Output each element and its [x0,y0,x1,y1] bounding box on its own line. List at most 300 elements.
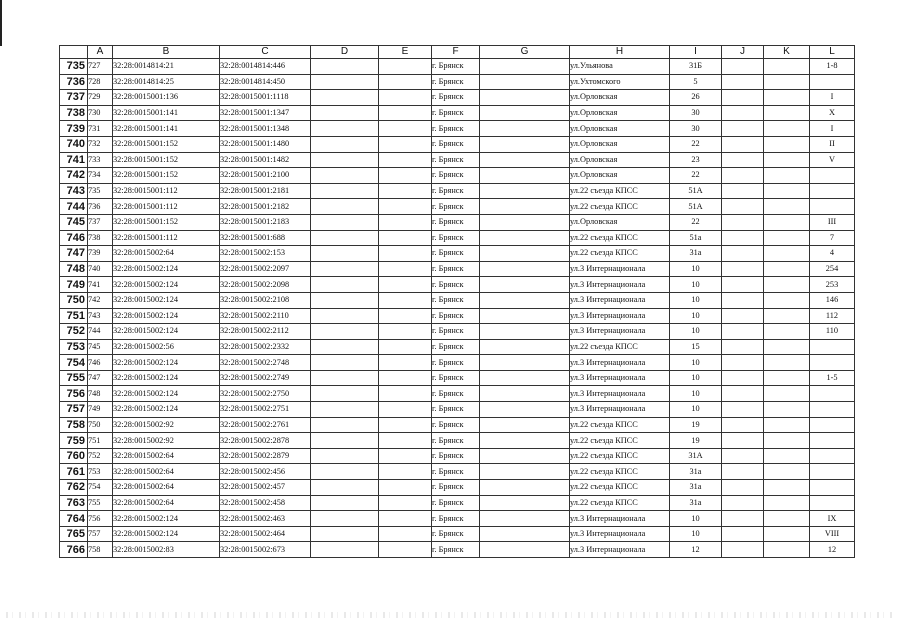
cell-b[interactable]: 32:28:0015002:64 [113,480,220,496]
cell-h[interactable]: ул.3 Интернационала [570,277,670,293]
cell-a[interactable]: 736 [88,199,113,215]
cell-g[interactable] [480,74,570,90]
cell-a[interactable]: 741 [88,277,113,293]
cell-i[interactable]: 23 [670,152,722,168]
cell-a[interactable]: 747 [88,370,113,386]
cell-f[interactable]: г. Брянск [432,324,480,340]
cell-b[interactable]: 32:28:0015001:112 [113,199,220,215]
cell-g[interactable] [480,136,570,152]
cell-h[interactable]: ул.22 съезда КПСС [570,464,670,480]
cell-a[interactable]: 733 [88,152,113,168]
cell-j[interactable] [722,152,764,168]
cell-i[interactable]: 30 [670,105,722,121]
cell-d[interactable] [311,136,379,152]
cell-i[interactable]: 10 [670,355,722,371]
cell-i[interactable]: 10 [670,526,722,542]
cell-i[interactable]: 31а [670,495,722,511]
row-number[interactable]: 757 [60,402,88,418]
cell-f[interactable]: г. Брянск [432,59,480,75]
cell-c[interactable]: 32:28:0015002:457 [220,480,311,496]
cell-f[interactable]: г. Брянск [432,542,480,558]
cell-h[interactable]: ул.3 Интернационала [570,526,670,542]
cell-f[interactable]: г. Брянск [432,230,480,246]
cell-i[interactable]: 51а [670,230,722,246]
cell-h[interactable]: ул.Ульянова [570,59,670,75]
cell-f[interactable]: г. Брянск [432,105,480,121]
cell-a[interactable]: 755 [88,495,113,511]
cell-c[interactable]: 32:28:0015002:2750 [220,386,311,402]
cell-i[interactable]: 10 [670,370,722,386]
cell-k[interactable] [764,464,810,480]
cell-d[interactable] [311,324,379,340]
cell-a[interactable]: 732 [88,136,113,152]
cell-j[interactable] [722,355,764,371]
cell-e[interactable] [379,90,432,106]
cell-c[interactable]: 32:28:0015001:2182 [220,199,311,215]
cell-g[interactable] [480,339,570,355]
cell-e[interactable] [379,417,432,433]
row-number[interactable]: 747 [60,246,88,262]
cell-j[interactable] [722,168,764,184]
cell-g[interactable] [480,402,570,418]
cell-i[interactable]: 22 [670,214,722,230]
cell-a[interactable]: 740 [88,261,113,277]
cell-b[interactable]: 32:28:0014814:21 [113,59,220,75]
cell-e[interactable] [379,355,432,371]
cell-h[interactable]: ул.Орловская [570,152,670,168]
cell-l[interactable]: 253 [810,277,855,293]
cell-d[interactable] [311,495,379,511]
cell-h[interactable]: ул.3 Интернационала [570,386,670,402]
cell-e[interactable] [379,433,432,449]
cell-g[interactable] [480,480,570,496]
cell-b[interactable]: 32:28:0015002:124 [113,355,220,371]
column-header-k[interactable]: K [764,46,810,59]
cell-l[interactable] [810,199,855,215]
cell-j[interactable] [722,386,764,402]
cell-b[interactable]: 32:28:0015002:124 [113,402,220,418]
cell-c[interactable]: 32:28:0015001:1118 [220,90,311,106]
cell-l[interactable] [810,480,855,496]
cell-k[interactable] [764,59,810,75]
cell-i[interactable]: 10 [670,402,722,418]
cell-g[interactable] [480,433,570,449]
cell-d[interactable] [311,526,379,542]
cell-f[interactable]: г. Брянск [432,355,480,371]
cell-j[interactable] [722,246,764,262]
cell-c[interactable]: 32:28:0015002:2749 [220,370,311,386]
row-number[interactable]: 764 [60,511,88,527]
cell-h[interactable]: ул.22 съезда КПСС [570,433,670,449]
cell-l[interactable] [810,168,855,184]
cell-b[interactable]: 32:28:0015001:152 [113,168,220,184]
cell-i[interactable]: 19 [670,417,722,433]
cell-c[interactable]: 32:28:0015002:456 [220,464,311,480]
cell-a[interactable]: 748 [88,386,113,402]
cell-f[interactable]: г. Брянск [432,448,480,464]
cell-i[interactable]: 5 [670,74,722,90]
cell-e[interactable] [379,168,432,184]
cell-d[interactable] [311,59,379,75]
cell-i[interactable]: 22 [670,136,722,152]
row-number[interactable]: 761 [60,464,88,480]
cell-b[interactable]: 32:28:0015002:64 [113,495,220,511]
cell-f[interactable]: г. Брянск [432,74,480,90]
cell-g[interactable] [480,448,570,464]
cell-h[interactable]: ул.22 съезда КПСС [570,480,670,496]
cell-g[interactable] [480,277,570,293]
cell-a[interactable]: 734 [88,168,113,184]
cell-i[interactable]: 22 [670,168,722,184]
cell-c[interactable]: 32:28:0015001:2181 [220,183,311,199]
row-number[interactable]: 742 [60,168,88,184]
cell-h[interactable]: ул.3 Интернационала [570,542,670,558]
cell-c[interactable]: 32:28:0015002:153 [220,246,311,262]
cell-c[interactable]: 32:28:0015002:2112 [220,324,311,340]
cell-l[interactable]: 254 [810,261,855,277]
row-number[interactable]: 749 [60,277,88,293]
row-number[interactable]: 739 [60,121,88,137]
cell-k[interactable] [764,324,810,340]
cell-l[interactable] [810,402,855,418]
cell-c[interactable]: 32:28:0015001:1348 [220,121,311,137]
cell-i[interactable]: 10 [670,261,722,277]
cell-h[interactable]: ул.Орловская [570,90,670,106]
cell-i[interactable]: 10 [670,324,722,340]
cell-c[interactable]: 32:28:0015002:2748 [220,355,311,371]
cell-k[interactable] [764,261,810,277]
row-number[interactable]: 744 [60,199,88,215]
cell-j[interactable] [722,308,764,324]
cell-h[interactable]: ул.Орловская [570,214,670,230]
cell-c[interactable]: 32:28:0015001:1482 [220,152,311,168]
cell-l[interactable] [810,448,855,464]
cell-d[interactable] [311,417,379,433]
cell-f[interactable]: г. Брянск [432,246,480,262]
cell-e[interactable] [379,121,432,137]
cell-d[interactable] [311,339,379,355]
cell-f[interactable]: г. Брянск [432,308,480,324]
row-number[interactable]: 753 [60,339,88,355]
cell-e[interactable] [379,199,432,215]
cell-b[interactable]: 32:28:0015002:64 [113,464,220,480]
cell-e[interactable] [379,136,432,152]
cell-l[interactable]: 4 [810,246,855,262]
cell-l[interactable]: II [810,136,855,152]
cell-l[interactable] [810,495,855,511]
cell-g[interactable] [480,495,570,511]
cell-l[interactable] [810,417,855,433]
cell-g[interactable] [480,261,570,277]
cell-a[interactable]: 753 [88,464,113,480]
cell-f[interactable]: г. Брянск [432,199,480,215]
cell-k[interactable] [764,246,810,262]
cell-j[interactable] [722,121,764,137]
cell-d[interactable] [311,183,379,199]
column-header-b[interactable]: B [113,46,220,59]
cell-k[interactable] [764,74,810,90]
cell-e[interactable] [379,526,432,542]
cell-h[interactable]: ул.22 съезда КПСС [570,448,670,464]
cell-e[interactable] [379,74,432,90]
cell-f[interactable]: г. Брянск [432,277,480,293]
cell-f[interactable]: г. Брянск [432,168,480,184]
row-number[interactable]: 740 [60,136,88,152]
cell-d[interactable] [311,74,379,90]
cell-g[interactable] [480,526,570,542]
row-number[interactable]: 758 [60,417,88,433]
cell-h[interactable]: ул.Орловская [570,121,670,137]
cell-c[interactable]: 32:28:0015002:673 [220,542,311,558]
cell-d[interactable] [311,121,379,137]
cell-k[interactable] [764,495,810,511]
cell-k[interactable] [764,339,810,355]
cell-b[interactable]: 32:28:0015001:141 [113,105,220,121]
cell-d[interactable] [311,214,379,230]
cell-c[interactable]: 32:28:0015002:2097 [220,261,311,277]
cell-k[interactable] [764,168,810,184]
cell-g[interactable] [480,308,570,324]
row-number[interactable]: 766 [60,542,88,558]
cell-c[interactable]: 32:28:0015002:2761 [220,417,311,433]
cell-a[interactable]: 739 [88,246,113,262]
cell-i[interactable]: 10 [670,308,722,324]
cell-h[interactable]: ул.22 съезда КПСС [570,246,670,262]
cell-d[interactable] [311,402,379,418]
cell-h[interactable]: ул.22 съезда КПСС [570,230,670,246]
cell-g[interactable] [480,355,570,371]
cell-e[interactable] [379,370,432,386]
cell-d[interactable] [311,261,379,277]
cell-e[interactable] [379,105,432,121]
cell-a[interactable]: 728 [88,74,113,90]
cell-b[interactable]: 32:28:0015001:136 [113,90,220,106]
cell-k[interactable] [764,402,810,418]
cell-e[interactable] [379,292,432,308]
cell-e[interactable] [379,495,432,511]
cell-d[interactable] [311,355,379,371]
cell-b[interactable]: 32:28:0015002:64 [113,246,220,262]
cell-j[interactable] [722,105,764,121]
cell-j[interactable] [722,199,764,215]
cell-k[interactable] [764,214,810,230]
cell-i[interactable]: 31а [670,464,722,480]
cell-b[interactable]: 32:28:0015002:124 [113,386,220,402]
cell-g[interactable] [480,511,570,527]
row-number[interactable]: 750 [60,292,88,308]
cell-b[interactable]: 32:28:0015002:124 [113,277,220,293]
cell-l[interactable] [810,74,855,90]
cell-k[interactable] [764,105,810,121]
cell-b[interactable]: 32:28:0015002:124 [113,370,220,386]
cell-g[interactable] [480,324,570,340]
cell-h[interactable]: ул.22 съезда КПСС [570,495,670,511]
cell-j[interactable] [722,464,764,480]
cell-i[interactable]: 51А [670,199,722,215]
cell-k[interactable] [764,433,810,449]
row-number[interactable]: 760 [60,448,88,464]
cell-f[interactable]: г. Брянск [432,495,480,511]
cell-j[interactable] [722,417,764,433]
cell-l[interactable]: IX [810,511,855,527]
cell-k[interactable] [764,277,810,293]
cell-f[interactable]: г. Брянск [432,402,480,418]
cell-l[interactable] [810,355,855,371]
cell-k[interactable] [764,230,810,246]
cell-f[interactable]: г. Брянск [432,90,480,106]
cell-b[interactable]: 32:28:0015002:124 [113,511,220,527]
cell-b[interactable]: 32:28:0015002:124 [113,324,220,340]
cell-e[interactable] [379,402,432,418]
cell-b[interactable]: 32:28:0015001:112 [113,230,220,246]
cell-e[interactable] [379,152,432,168]
cell-g[interactable] [480,90,570,106]
cell-e[interactable] [379,183,432,199]
cell-l[interactable]: X [810,105,855,121]
cell-h[interactable]: ул.22 съезда КПСС [570,183,670,199]
cell-g[interactable] [480,246,570,262]
cell-c[interactable]: 32:28:0015002:2879 [220,448,311,464]
cell-a[interactable]: 754 [88,480,113,496]
cell-j[interactable] [722,526,764,542]
cell-k[interactable] [764,308,810,324]
cell-g[interactable] [480,370,570,386]
cell-c[interactable]: 32:28:0015001:688 [220,230,311,246]
cell-j[interactable] [722,370,764,386]
cell-d[interactable] [311,542,379,558]
row-number[interactable]: 751 [60,308,88,324]
cell-c[interactable]: 32:28:0015002:458 [220,495,311,511]
cell-a[interactable]: 738 [88,230,113,246]
cell-g[interactable] [480,417,570,433]
row-number[interactable]: 738 [60,105,88,121]
cell-f[interactable]: г. Брянск [432,261,480,277]
cell-a[interactable]: 744 [88,324,113,340]
cell-f[interactable]: г. Брянск [432,511,480,527]
cell-b[interactable]: 32:28:0014814:25 [113,74,220,90]
cell-d[interactable] [311,105,379,121]
cell-k[interactable] [764,355,810,371]
cell-l[interactable]: III [810,214,855,230]
cell-b[interactable]: 32:28:0015001:152 [113,152,220,168]
cell-c[interactable]: 32:28:0015002:2108 [220,292,311,308]
column-header-i[interactable]: I [670,46,722,59]
cell-b[interactable]: 32:28:0015001:152 [113,214,220,230]
cell-d[interactable] [311,199,379,215]
cell-d[interactable] [311,292,379,308]
cell-h[interactable]: ул.Орловская [570,168,670,184]
row-number[interactable]: 756 [60,386,88,402]
cell-f[interactable]: г. Брянск [432,480,480,496]
cell-e[interactable] [379,386,432,402]
column-header-c[interactable]: C [220,46,311,59]
cell-k[interactable] [764,417,810,433]
cell-e[interactable] [379,511,432,527]
cell-l[interactable] [810,386,855,402]
cell-g[interactable] [480,183,570,199]
cell-a[interactable]: 731 [88,121,113,137]
cell-l[interactable] [810,183,855,199]
cell-d[interactable] [311,464,379,480]
cell-g[interactable] [480,152,570,168]
column-header-g[interactable]: G [480,46,570,59]
cell-e[interactable] [379,464,432,480]
cell-f[interactable]: г. Брянск [432,386,480,402]
cell-j[interactable] [722,261,764,277]
cell-f[interactable]: г. Брянск [432,214,480,230]
cell-c[interactable]: 32:28:0014814:450 [220,74,311,90]
cell-i[interactable]: 10 [670,277,722,293]
cell-k[interactable] [764,542,810,558]
cell-i[interactable]: 10 [670,292,722,308]
cell-d[interactable] [311,370,379,386]
row-number[interactable]: 736 [60,74,88,90]
cell-f[interactable]: г. Брянск [432,292,480,308]
column-header-l[interactable]: L [810,46,855,59]
cell-e[interactable] [379,308,432,324]
cell-i[interactable]: 31Б [670,59,722,75]
cell-a[interactable]: 750 [88,417,113,433]
cell-g[interactable] [480,105,570,121]
cell-l[interactable] [810,339,855,355]
cell-d[interactable] [311,152,379,168]
cell-a[interactable]: 742 [88,292,113,308]
cell-a[interactable]: 729 [88,90,113,106]
cell-e[interactable] [379,214,432,230]
cell-j[interactable] [722,292,764,308]
cell-j[interactable] [722,339,764,355]
column-header-a[interactable]: A [88,46,113,59]
cell-a[interactable]: 735 [88,183,113,199]
cell-l[interactable]: 7 [810,230,855,246]
cell-j[interactable] [722,59,764,75]
cell-i[interactable]: 15 [670,339,722,355]
cell-k[interactable] [764,526,810,542]
cell-b[interactable]: 32:28:0015002:83 [113,542,220,558]
cell-h[interactable]: ул.3 Интернационала [570,402,670,418]
cell-b[interactable]: 32:28:0015001:112 [113,183,220,199]
cell-i[interactable]: 31а [670,246,722,262]
row-number[interactable]: 745 [60,214,88,230]
cell-f[interactable]: г. Брянск [432,136,480,152]
cell-e[interactable] [379,277,432,293]
cell-j[interactable] [722,183,764,199]
cell-c[interactable]: 32:28:0015002:2110 [220,308,311,324]
cell-g[interactable] [480,168,570,184]
cell-h[interactable]: ул.3 Интернационала [570,308,670,324]
cell-k[interactable] [764,199,810,215]
cell-h[interactable]: ул.Орловская [570,136,670,152]
cell-d[interactable] [311,511,379,527]
cell-b[interactable]: 32:28:0015002:92 [113,417,220,433]
cell-a[interactable]: 745 [88,339,113,355]
cell-f[interactable]: г. Брянск [432,433,480,449]
cell-f[interactable]: г. Брянск [432,464,480,480]
cell-k[interactable] [764,370,810,386]
cell-l[interactable]: 110 [810,324,855,340]
cell-c[interactable]: 32:28:0015001:1480 [220,136,311,152]
cell-h[interactable]: ул.22 съезда КПСС [570,339,670,355]
cell-c[interactable]: 32:28:0015002:464 [220,526,311,542]
cell-g[interactable] [480,386,570,402]
cell-d[interactable] [311,246,379,262]
cell-h[interactable]: ул.22 съезда КПСС [570,417,670,433]
cell-e[interactable] [379,339,432,355]
cell-a[interactable]: 749 [88,402,113,418]
cell-e[interactable] [379,480,432,496]
cell-i[interactable]: 30 [670,121,722,137]
cell-k[interactable] [764,386,810,402]
